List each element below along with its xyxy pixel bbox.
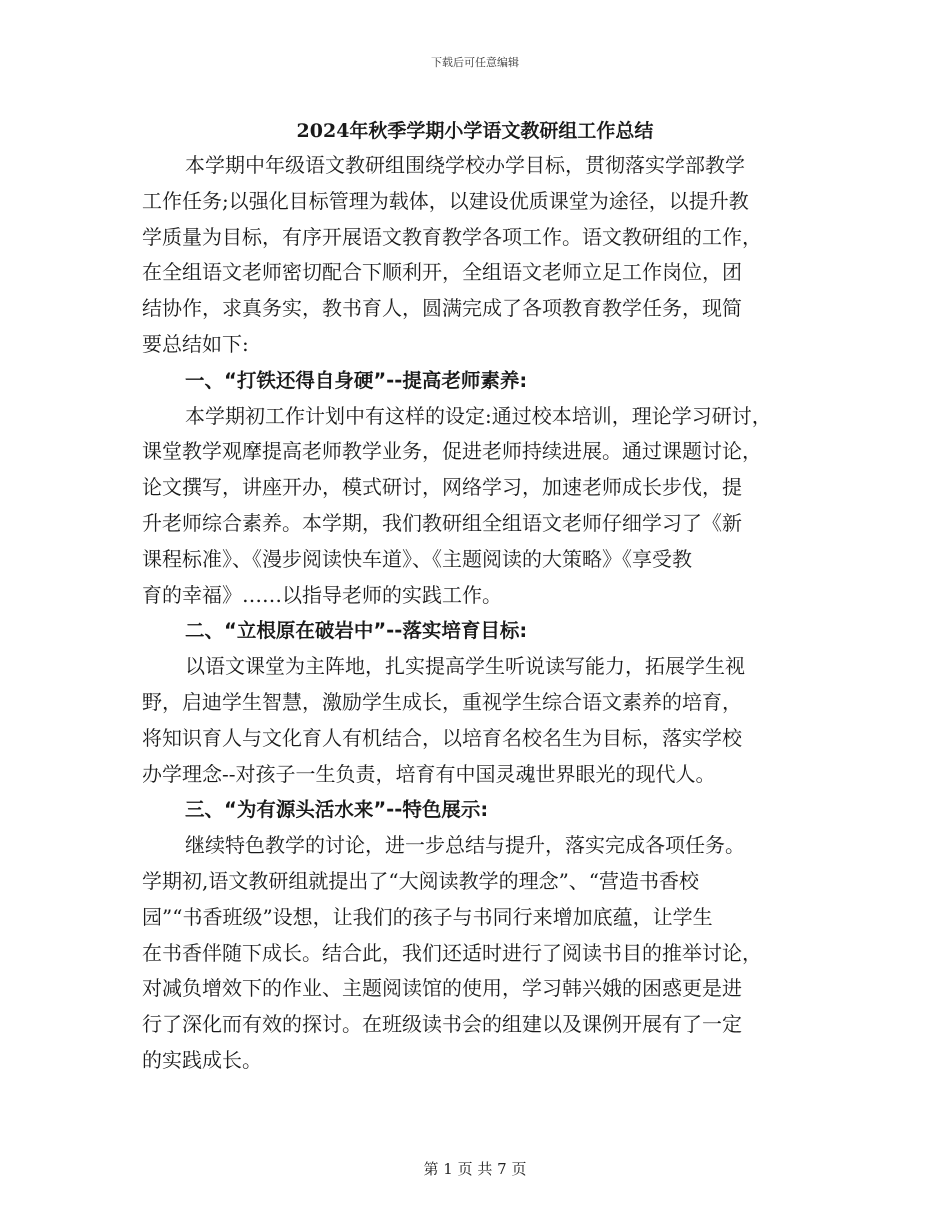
- paragraph-line: 育的幸福》……以指导老师的实践工作。: [142, 582, 502, 607]
- paragraph-line: 的实践成长。: [142, 1047, 262, 1072]
- paragraph-line: 办学理念--对孩子一生负责，培育有中国灵魂世界眼光的现代人。: [142, 761, 716, 786]
- header-note: 下载后可任意编辑: [431, 56, 519, 69]
- paragraph-line: 园”“书香班级”设想，让我们的孩子与书同行来增加底蕴，让学生: [142, 904, 713, 929]
- paragraph-line: 论文撰写，讲座开办，模式研讨，网络学习，加速老师成长步伐，提: [142, 475, 742, 500]
- paragraph-line: 学质量为目标，有序开展语文教育教学各项工作。语文教研组的工作，: [142, 224, 762, 249]
- document-title: 2024年秋季学期小学语文教研组工作总结: [296, 120, 654, 142]
- paragraph-line: 结协作，求真务实，教书育人，圆满完成了各项教育教学任务，现简: [142, 296, 742, 321]
- paragraph-line: 将知识育人与文化育人有机结合，以培育名校名生为目标，落实学校: [142, 725, 742, 750]
- page-footer: 第 1 页 共 7 页: [423, 1160, 527, 1178]
- paragraph-line: 课堂教学观摩提高老师教学业务，促进老师持续进展。通过课题讨论，: [142, 439, 762, 464]
- paragraph-line: 在书香伴随下成长。结合此，我们还适时进行了阅读书目的推举讨论，: [142, 940, 762, 965]
- paragraph-line: 学期初,语文教研组就提出了“大阅读教学的理念”、“营造书香校: [142, 868, 700, 893]
- section-heading: 三、“为有源头活水来”--特色展示:: [185, 798, 489, 822]
- paragraph-line: 课程标准》、《漫步阅读快车道》、《主题阅读的大策略》《享受教: [142, 546, 692, 571]
- paragraph-line: 以语文课堂为主阵地，扎实提高学生听说读写能力，拓展学生视: [185, 654, 745, 679]
- paragraph-line: 野，启迪学生智慧，激励学生成长，重视学生综合语文素养的培育，: [142, 689, 742, 714]
- section-heading: 一、“打铁还得自身硬”--提高老师素养:: [185, 368, 528, 392]
- document-body: [142, 148, 832, 1079]
- paragraph-line: 升老师综合素养。本学期，我们教研组全组语文老师仔细学习了《新: [142, 510, 742, 535]
- paragraph-line: 本学期中年级语文教研组围绕学校办学目标，贯彻落实学部教学: [185, 153, 745, 177]
- paragraph-line: 继续特色教学的讨论，进一步总结与提升，落实完成各项任务。: [185, 833, 745, 858]
- paragraph-line: 本学期初工作计划中有这样的设定:通过校本培训，理论学习研讨，: [185, 403, 772, 428]
- section-heading: 二、“立根原在破岩中”--落实培育目标:: [185, 619, 528, 643]
- paragraph-line: 在全组语文老师密切配合下顺利开，全组语文老师立足工作岗位，团: [142, 260, 742, 285]
- paragraph-line: 行了深化而有效的探讨。在班级读书会的组建以及课例开展有了一定: [142, 1012, 742, 1037]
- paragraph-line: 对减负增效下的作业、主题阅读馆的使用，学习韩兴娥的困惑更是进: [142, 976, 742, 1001]
- paragraph-line: 工作任务;以强化目标管理为载体，以建设优质课堂为途径，以提升教: [142, 188, 749, 213]
- paragraph-line: 要总结如下:: [142, 331, 249, 356]
